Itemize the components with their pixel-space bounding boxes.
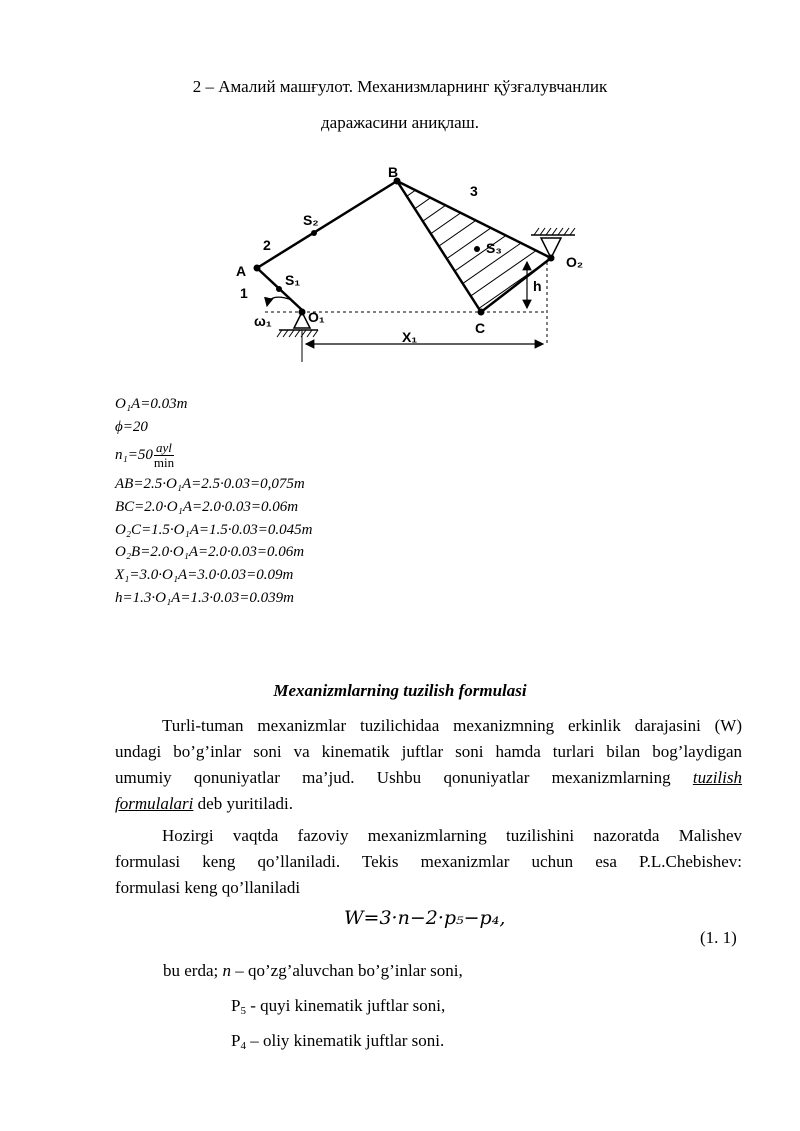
given-row: n₁=50 $\frac{\text{ayl}}{\min}$ xyxy=(115,440,175,471)
joint-o1 xyxy=(299,309,306,316)
mechanism-diagram xyxy=(0,160,800,380)
paragraph-2: Hozirgi vaqtda fazoviy mexanizmlarning tuzilishini nazoratda Malishev formulasi keng qo’llaniladi. Tekis mexanizmlar uchun esa P.L.Chebishev: formulasi keng qo’llaniladi xyxy=(115,826,742,897)
given-row: h=1.3·O₁A=1.3·0.03=0.039m xyxy=(115,589,294,606)
label-c: C xyxy=(475,320,486,336)
given-row: X₁=3.0·O₁A=3.0·0.03=0.09m xyxy=(115,567,294,584)
given-row: ϕ=20 xyxy=(115,418,148,435)
label-link1: 1 xyxy=(240,285,248,301)
given-values xyxy=(115,393,312,610)
label-link3: 3 xyxy=(470,183,478,199)
label-omega: ω₁ xyxy=(254,313,272,329)
definition-n: bu erda; n – qo’zg’aluvchan bo’g’inlar soni, xyxy=(163,961,463,980)
fraction: $\frac{\text{ayl}}{\min}$ xyxy=(153,440,175,471)
formula-number: (1. 1) xyxy=(700,928,737,947)
link2 xyxy=(257,181,397,268)
label-h: h xyxy=(533,278,542,294)
label-link2: 2 xyxy=(263,237,271,253)
given-row: AB=2.5·O₁A=2.5·0.03=0,075m xyxy=(115,476,305,493)
section-title: Mexanizmlarning tuzilish formulasi xyxy=(273,681,527,700)
label-s3: S₃ xyxy=(486,240,502,256)
label-s1: S₁ xyxy=(285,272,301,288)
label-s2: S₂ xyxy=(303,212,319,228)
given-row: O₂B=2.0·O₁A=2.0·0.03=0.06m xyxy=(115,544,305,561)
given-row: BC=2.0·O₁A=2.0·0.03=0.06m xyxy=(115,499,299,516)
point-s3 xyxy=(474,246,480,252)
definition-p4: $P_4$ – oliy kinematik juftlar soni. xyxy=(231,1031,445,1052)
page-title-line-1: 2 – Амалий машғулот. Механизмларнинг қўзғалувчанлик xyxy=(192,77,608,96)
joint-o2 xyxy=(548,255,555,262)
point-s1 xyxy=(276,286,282,292)
chebyshev-formula: W=3·n−2·p₅−p₄, xyxy=(344,907,506,929)
label-x1: X₁ xyxy=(402,329,418,345)
given-row: O₂C=1.5·O₁A=1.5·0.03=0.045m xyxy=(115,521,313,538)
joint-a xyxy=(254,265,261,272)
page-title-line-2: даражасини аниқлаш. xyxy=(321,113,479,132)
label-b: B xyxy=(388,164,399,180)
label-a: A xyxy=(236,263,247,279)
paragraph-1: Turli-tuman mexanizmlar tuzilichidaa mexanizmning erkinlik darajasini (W) undagi bo’g’inlar soni va kinematik juftlar soni hamda turlari bilan bog’laydigan umumiy qonuniyatlar ma’jud. Ushbu qonuniyatlar mexanizmlarning tuzilish formulalari deb yuritiladi. xyxy=(115,716,742,813)
link3-triangle xyxy=(397,181,551,312)
label-o2: O₂ xyxy=(566,254,584,270)
joint-c xyxy=(478,309,485,316)
point-s2 xyxy=(311,230,317,236)
omega-arrow xyxy=(267,297,292,306)
definition-p5: $P_5$ - quyi kinematik juftlar soni, xyxy=(231,996,446,1017)
given-row: O₁A=0.03m xyxy=(115,396,188,412)
label-o1: O₁ xyxy=(308,309,325,325)
